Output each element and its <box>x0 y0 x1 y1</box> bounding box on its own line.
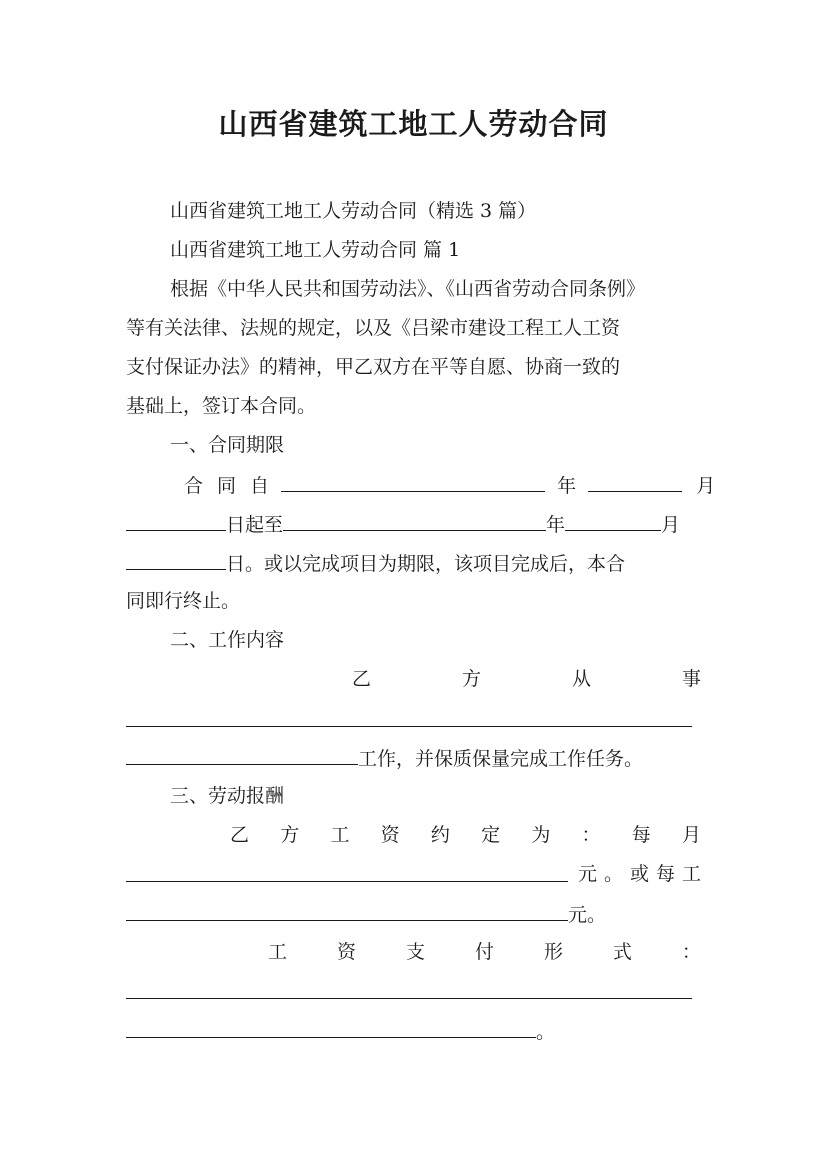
payment-form-blank-2[interactable] <box>126 1011 536 1038</box>
day-end-text: 日。或以完成项目为期限，该项目完成后，本合 <box>226 553 626 575</box>
char: 事 <box>681 668 701 690</box>
char: ： <box>581 824 601 846</box>
work-content-tail: 工作，并保质保量完成工作任务。 <box>358 748 644 770</box>
end-month-label: 月 <box>661 514 681 536</box>
preamble-line-2: 等有关法律、法规的规定，以及《吕梁市建设工程工人工资 <box>126 317 621 339</box>
char: ： <box>681 941 701 963</box>
char: 乙 <box>352 668 372 690</box>
char: 资 <box>380 824 400 846</box>
start-month-blank[interactable] <box>588 465 682 492</box>
char: 式 <box>612 941 632 963</box>
char: 月 <box>681 824 701 846</box>
document-title: 山西省建筑工地工人劳动合同 <box>218 107 609 141</box>
end-day-blank[interactable] <box>126 543 226 570</box>
monthly-salary-line <box>126 855 701 894</box>
work-content-line <box>352 660 701 699</box>
payment-form-tail-line <box>126 1011 701 1050</box>
char: 每 <box>631 824 651 846</box>
subtitle: 山西省建筑工地工人劳动合同（精选 3 篇） <box>170 200 537 222</box>
month-label: 月 <box>696 475 716 497</box>
char: 资 <box>336 941 356 963</box>
char: 乙 <box>230 824 250 846</box>
preamble-line-1: 根据《中华人民共和国劳动法》、《山西省劳动合同条例》 <box>170 278 646 300</box>
daily-salary-line <box>126 894 701 933</box>
yuan-or-each: 元 。 或 每 工 <box>578 863 701 885</box>
start-day-blank[interactable] <box>126 504 226 531</box>
char: 工 <box>268 941 288 963</box>
char-tong: 同 <box>217 475 237 497</box>
monthly-salary-blank[interactable] <box>126 855 568 882</box>
char: 定 <box>481 824 501 846</box>
year-label: 年 <box>557 475 577 497</box>
preamble-line-4: 基础上，签订本合同。 <box>126 395 317 417</box>
end-date-blank[interactable] <box>283 504 546 531</box>
char: 从 <box>571 668 591 690</box>
work-content-tail-line <box>126 738 701 777</box>
term-day-line <box>126 543 701 582</box>
yuan-end: 元。 <box>568 904 607 926</box>
char: 方 <box>461 668 481 690</box>
start-date-blank[interactable] <box>281 465 545 492</box>
day-from-to: 日起至 <box>226 514 284 536</box>
char-zi: 自 <box>250 475 270 497</box>
final-period: 。 <box>536 1021 556 1043</box>
term-start-line <box>184 465 716 504</box>
chapter-heading: 山西省建筑工地工人劳动合同 篇 1 <box>170 239 461 261</box>
end-year-label: 年 <box>546 514 566 536</box>
char: 付 <box>474 941 494 963</box>
char: 支 <box>405 941 425 963</box>
work-content-blank-1[interactable] <box>126 700 692 727</box>
term-end-line <box>126 504 701 543</box>
char: 为 <box>531 824 551 846</box>
daily-salary-blank[interactable] <box>126 894 568 921</box>
section-1-heading: 一、合同期限 <box>170 434 285 456</box>
work-content-blank-2[interactable] <box>126 738 358 765</box>
section-3-heading: 三、劳动报酬 <box>170 785 285 807</box>
section-2-heading: 二、工作内容 <box>170 629 285 651</box>
payment-form-blank-1[interactable] <box>126 972 692 999</box>
preamble-line-3: 支付保证办法》的精神，甲乙双方在平等自愿、协商一致的 <box>126 356 621 378</box>
term-end-text: 同即行终止。 <box>126 590 241 612</box>
end-month-blank[interactable] <box>565 504 661 531</box>
payment-form-line <box>268 933 701 972</box>
char-he: 合 <box>184 475 204 497</box>
char: 约 <box>430 824 450 846</box>
char: 形 <box>543 941 563 963</box>
char: 工 <box>330 824 350 846</box>
char: 方 <box>280 824 300 846</box>
salary-line <box>230 816 701 855</box>
